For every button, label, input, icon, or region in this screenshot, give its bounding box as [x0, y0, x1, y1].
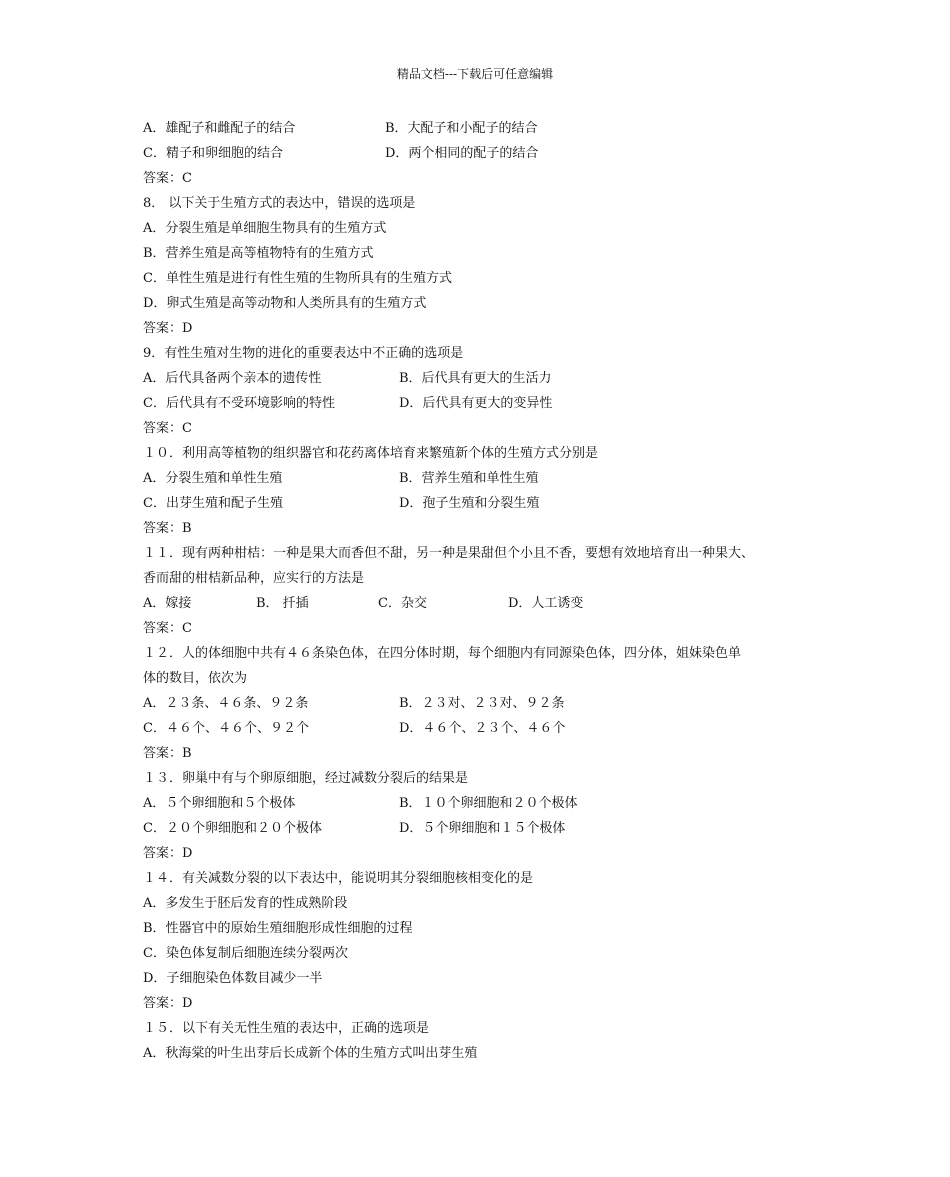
text-line — [143, 291, 823, 316]
line-text: 答案：B — [143, 746, 192, 761]
text-line — [143, 541, 823, 566]
text-line — [143, 216, 823, 241]
option-row — [143, 716, 823, 741]
line-text: 体的数目，依次为 — [143, 671, 248, 686]
option-cell: A．２３条、４６条、９２条 — [143, 696, 309, 711]
option-cell: D．后代具有更大的变异性 — [399, 396, 553, 411]
line-text: 答案：C — [143, 171, 192, 186]
option-row — [143, 691, 823, 716]
option-cell: C．杂交 — [378, 596, 427, 611]
option-cell: B．１０个卵细胞和２０个极体 — [399, 796, 578, 811]
answer-line — [143, 516, 823, 541]
text-line — [143, 566, 823, 591]
text-line — [143, 441, 823, 466]
option-cell: A．雄配子和雌配子的结合 — [143, 121, 296, 136]
line-text: 答案：C — [143, 421, 192, 436]
text-line — [143, 891, 823, 916]
text-line — [143, 916, 823, 941]
option-cell: D．两个相同的配子的结合 — [385, 146, 539, 161]
option-cell: D．人工诱变 — [508, 596, 584, 611]
answer-line — [143, 841, 823, 866]
line-text: 答案：C — [143, 621, 192, 636]
answer-line — [143, 416, 823, 441]
line-text: 8． 以下关于生殖方式的表达中，错误的选项是 — [143, 196, 416, 211]
option-row — [143, 391, 823, 416]
line-text: B．性器官中的原始生殖细胞形成性细胞的过程 — [143, 921, 413, 936]
option-cell: B．大配子和小配子的结合 — [385, 121, 538, 136]
text-line — [143, 1016, 823, 1041]
text-line — [143, 941, 823, 966]
option-row — [143, 466, 823, 491]
line-text: １０．利用高等植物的组织器官和花药离体培育来繁殖新个体的生殖方式分别是 — [143, 446, 599, 461]
answer-line — [143, 316, 823, 341]
text-line — [143, 266, 823, 291]
line-text: １４．有关减数分裂的以下表达中，能说明其分裂细胞核相变化的是 — [143, 871, 534, 886]
line-text: １１．现有两种柑桔：一种是果大而香但不甜，另一种是果甜但个小且不香，要想有效地培育出一种果大、 — [143, 546, 755, 561]
line-text: １３．卵巢中有与个卵原细胞，经过减数分裂后的结果是 — [143, 771, 469, 786]
option-row — [143, 591, 823, 616]
line-text: A．秋海棠的叶生出芽后长成新个体的生殖方式叫出芽生殖 — [143, 1046, 478, 1061]
option-row — [143, 491, 823, 516]
line-text: C．染色体复制后细胞连续分裂两次 — [143, 946, 348, 961]
option-cell: A．后代具备两个亲本的遗传性 — [143, 371, 322, 386]
option-cell: B．营养生殖和单性生殖 — [399, 471, 539, 486]
text-line — [143, 191, 823, 216]
option-cell: C．出芽生殖和配子生殖 — [143, 496, 283, 511]
option-cell: D．５个卵细胞和１５个极体 — [399, 821, 566, 836]
line-text: A．分裂生殖是单细胞生物具有的生殖方式 — [143, 221, 387, 236]
line-text: B．营养生殖是高等植物特有的生殖方式 — [143, 246, 374, 261]
text-line — [143, 341, 823, 366]
text-line — [143, 666, 823, 691]
text-line — [143, 241, 823, 266]
line-text: A．多发生于胚后发育的性成熟阶段 — [143, 896, 348, 911]
option-cell: A．５个卵细胞和５个极体 — [143, 796, 296, 811]
option-cell: B． 扦插 — [256, 596, 309, 611]
text-line — [143, 641, 823, 666]
option-cell: D．４６个、２３个、４６个 — [399, 721, 566, 736]
option-row — [143, 791, 823, 816]
text-line — [143, 1041, 823, 1066]
document-body — [143, 116, 823, 1066]
line-text: D．子细胞染色体数目减少一半 — [143, 971, 323, 986]
line-text: １２．人的体细胞中共有４６条染色体，在四分体时期，每个细胞内有同源染色体，四分体，姐妹染色单 — [143, 646, 742, 661]
answer-line — [143, 616, 823, 641]
line-text: 答案：D — [143, 996, 193, 1011]
text-line — [143, 966, 823, 991]
line-text: D．卵式生殖是高等动物和人类所具有的生殖方式 — [143, 296, 427, 311]
option-cell: C．精子和卵细胞的结合 — [143, 146, 283, 161]
line-text: 答案：B — [143, 521, 192, 536]
option-cell: B．后代具有更大的生活力 — [399, 371, 552, 386]
answer-line — [143, 741, 823, 766]
answer-line — [143, 166, 823, 191]
option-cell: D．孢子生殖和分裂生殖 — [399, 496, 540, 511]
option-row — [143, 116, 823, 141]
option-row — [143, 816, 823, 841]
option-cell: A．分裂生殖和单性生殖 — [143, 471, 283, 486]
option-cell: C．后代具有不受环境影响的特性 — [143, 396, 335, 411]
line-text: C．单性生殖是进行有性生殖的生物所具有的生殖方式 — [143, 271, 452, 286]
option-cell: C．４６个、４６个、９２个 — [143, 721, 309, 736]
page-header: 精品文档---下载后可任意编辑 — [396, 67, 554, 81]
line-text: １５．以下有关无性生殖的表达中，正确的选项是 — [143, 1021, 430, 1036]
line-text: 9．有性生殖对生物的进化的重要表达中不正确的选项是 — [143, 346, 464, 361]
text-line — [143, 766, 823, 791]
line-text: 香而甜的柑桔新品种，应实行的方法是 — [143, 571, 365, 586]
option-cell: C．２０个卵细胞和２０个极体 — [143, 821, 322, 836]
line-text: 答案：D — [143, 321, 193, 336]
text-line — [143, 866, 823, 891]
answer-line — [143, 991, 823, 1016]
option-row — [143, 141, 823, 166]
option-cell: B．２３对、２３对、９２条 — [399, 696, 565, 711]
line-text: 答案：D — [143, 846, 193, 861]
option-cell: A．嫁接 — [143, 596, 192, 611]
option-row — [143, 366, 823, 391]
